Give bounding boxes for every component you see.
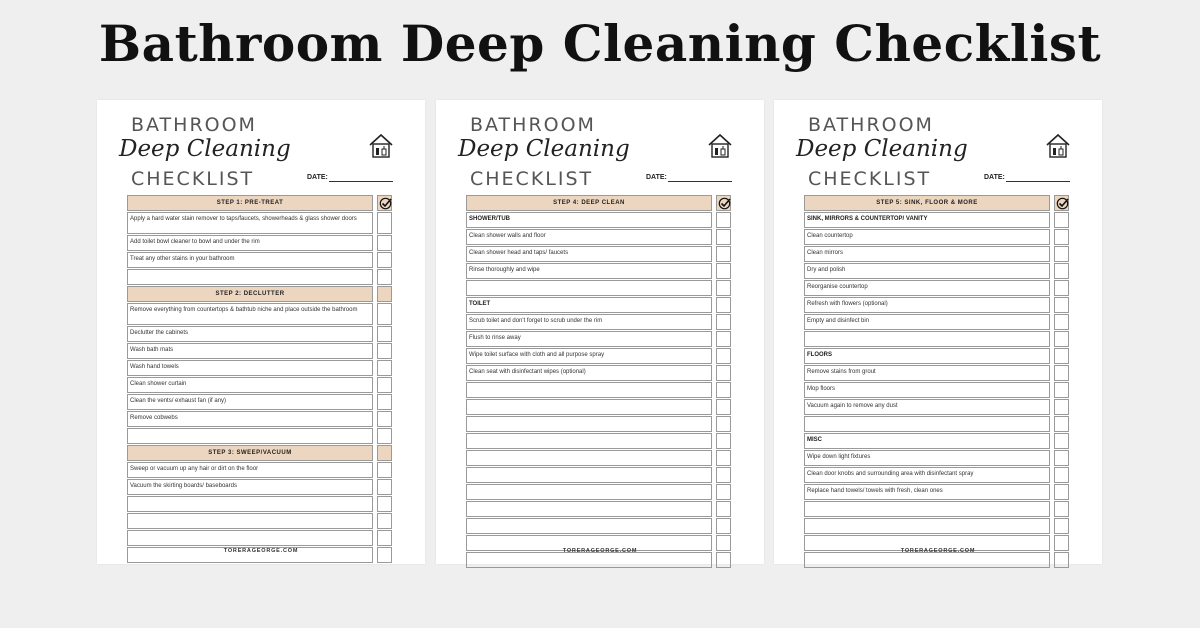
checklist-row <box>804 297 1069 313</box>
checkmark-circle-icon <box>1056 197 1069 210</box>
checklist-row <box>466 314 731 330</box>
step-title: STEP 1: PRE-TREAT <box>127 195 373 211</box>
sheet-header-script: Deep Cleaning <box>796 136 968 162</box>
step-title: STEP 5: SINK, FLOOR & MORE <box>804 195 1050 211</box>
checkbox[interactable] <box>716 433 731 449</box>
checklist-row <box>127 326 392 342</box>
task-text <box>127 269 373 285</box>
date-label: DATE: <box>307 174 328 181</box>
sheet-footer: TORERAGEORGE.COM <box>562 548 638 554</box>
task-text: Clean door knobs and surrounding area with disinfectant spray <box>804 467 1050 483</box>
section-title: MISC <box>804 433 1050 449</box>
checkbox <box>377 195 392 211</box>
checkbox[interactable] <box>1054 484 1069 500</box>
checklist-row <box>127 530 392 546</box>
sheet-header-top: BATHROOM <box>808 114 934 136</box>
checkbox[interactable] <box>716 331 731 347</box>
section-title: FLOORS <box>804 348 1050 364</box>
checkbox[interactable] <box>716 467 731 483</box>
task-text <box>466 518 712 534</box>
step-header-row <box>466 195 731 211</box>
checklist-row <box>466 348 731 364</box>
checklist-row <box>466 280 731 296</box>
checkbox[interactable] <box>377 479 392 495</box>
section-title: TOILET <box>466 297 712 313</box>
checkbox[interactable] <box>1054 246 1069 262</box>
task-text <box>466 399 712 415</box>
sheet-footer: TORERAGEORGE.COM <box>223 548 299 554</box>
task-text <box>127 428 373 444</box>
section-subheader-row <box>804 348 1069 364</box>
task-text <box>466 433 712 449</box>
checklist-row <box>127 269 392 285</box>
step-title: STEP 3: SWEEP/VACUUM <box>127 445 373 461</box>
task-text: Clean shower walls and floor <box>466 229 712 245</box>
task-text: Apply a hard water stain remover to taps/faucets, showerheads & glass shower doors <box>127 212 373 234</box>
checkbox[interactable] <box>716 484 731 500</box>
sheet-header-bottom: CHECKLIST <box>131 168 255 190</box>
task-text <box>804 331 1050 347</box>
checklist-row <box>466 467 731 483</box>
checklist-row <box>804 416 1069 432</box>
step-header-row <box>127 445 392 461</box>
checkbox[interactable] <box>716 518 731 534</box>
house-cleaning-icon <box>367 132 395 160</box>
date-label: DATE: <box>984 174 1005 181</box>
section-subheader-row <box>466 297 731 313</box>
step-header-row <box>127 286 392 302</box>
checklist-row <box>804 365 1069 381</box>
checklist-row <box>466 552 731 568</box>
checklist-row <box>127 303 392 325</box>
checklist-grid <box>804 195 1069 569</box>
task-text: Flush to rinse away <box>466 331 712 347</box>
date-line[interactable] <box>668 181 732 182</box>
task-text <box>804 552 1050 568</box>
checklist-row <box>804 314 1069 330</box>
checklist-row <box>127 428 392 444</box>
checkbox[interactable] <box>1054 365 1069 381</box>
checkbox[interactable] <box>1054 399 1069 415</box>
checkbox[interactable] <box>1054 552 1069 568</box>
checkbox[interactable] <box>377 303 392 325</box>
checklist-row <box>466 229 731 245</box>
checklist-row <box>804 484 1069 500</box>
checklist-row <box>466 365 731 381</box>
checkbox[interactable] <box>377 411 392 427</box>
sheet-header-bottom: CHECKLIST <box>470 168 594 190</box>
checkbox[interactable] <box>1054 467 1069 483</box>
sheet-header-script: Deep Cleaning <box>458 136 630 162</box>
checklist-row <box>127 479 392 495</box>
checklist-grid <box>466 195 731 569</box>
task-text: Wash bath mats <box>127 343 373 359</box>
checkbox[interactable] <box>716 314 731 330</box>
checklist-row <box>127 394 392 410</box>
checklist-row <box>127 235 392 251</box>
checklist-row <box>804 450 1069 466</box>
checklist-sheet <box>774 100 1102 564</box>
checklist-row <box>804 263 1069 279</box>
checklist-row <box>804 246 1069 262</box>
task-text: Wash hand towels <box>127 360 373 376</box>
task-text: Add toilet bowl cleaner to bowl and under the rim <box>127 235 373 251</box>
checklist-row <box>466 433 731 449</box>
checkbox <box>716 195 731 211</box>
checklist-row <box>804 518 1069 534</box>
checkbox[interactable] <box>1054 518 1069 534</box>
checkbox[interactable] <box>1054 229 1069 245</box>
checkbox[interactable] <box>716 280 731 296</box>
checklist-row <box>466 246 731 262</box>
checkbox <box>716 297 731 313</box>
task-text: Clean countertop <box>804 229 1050 245</box>
checklist-row <box>466 331 731 347</box>
checkbox <box>1054 195 1069 211</box>
task-text <box>466 280 712 296</box>
checklist-row <box>466 518 731 534</box>
checkbox[interactable] <box>377 513 392 529</box>
checkmark-circle-icon <box>718 197 731 210</box>
step-header-row <box>804 195 1069 211</box>
task-text: Treat any other stains in your bathroom <box>127 252 373 268</box>
task-text <box>466 484 712 500</box>
checklist-row <box>804 399 1069 415</box>
checkbox[interactable] <box>716 399 731 415</box>
checkmark-circle-icon <box>379 197 392 210</box>
section-subheader-row <box>466 212 731 228</box>
checklist-sheet <box>436 100 764 564</box>
checkbox <box>377 286 392 302</box>
checkbox[interactable] <box>377 212 392 234</box>
checkbox[interactable] <box>1054 263 1069 279</box>
sheet-footer: TORERAGEORGE.COM <box>900 548 976 554</box>
section-subheader-row <box>804 212 1069 228</box>
checklist-row <box>127 252 392 268</box>
checkbox <box>1054 433 1069 449</box>
task-text: Declutter the cabinets <box>127 326 373 342</box>
checklist-row <box>466 416 731 432</box>
checkbox[interactable] <box>1054 331 1069 347</box>
task-text: Vacuum the skirting boards/ baseboards <box>127 479 373 495</box>
checklist-grid <box>127 195 392 564</box>
checkbox <box>377 445 392 461</box>
checkbox[interactable] <box>1054 501 1069 517</box>
checkbox[interactable] <box>377 269 392 285</box>
checkbox[interactable] <box>1054 297 1069 313</box>
task-text <box>466 552 712 568</box>
section-subheader-row <box>804 433 1069 449</box>
checklist-row <box>466 399 731 415</box>
step-title: STEP 2: DECLUTTER <box>127 286 373 302</box>
checkbox[interactable] <box>377 343 392 359</box>
task-text: Wipe down light fixtures <box>804 450 1050 466</box>
checklist-row <box>127 411 392 427</box>
task-text: Refresh with flowers (optional) <box>804 297 1050 313</box>
page-title: Bathroom Deep Cleaning Checklist <box>98 14 1102 73</box>
checklist-row <box>804 552 1069 568</box>
checkbox[interactable] <box>377 530 392 546</box>
checkbox[interactable] <box>377 428 392 444</box>
checkbox <box>1054 348 1069 364</box>
date-line[interactable] <box>329 181 393 182</box>
checkbox[interactable] <box>1054 450 1069 466</box>
task-text: Clean shower head and taps/ faucets <box>466 246 712 262</box>
checkbox[interactable] <box>377 326 392 342</box>
checkbox[interactable] <box>377 360 392 376</box>
task-text <box>466 450 712 466</box>
checkbox <box>716 212 731 228</box>
task-text <box>804 518 1050 534</box>
checklist-row <box>466 484 731 500</box>
task-text: Remove everything from countertops & bathtub niche and place outside the bathroom <box>127 303 373 325</box>
checkbox[interactable] <box>1054 416 1069 432</box>
sheet-header-top: BATHROOM <box>470 114 596 136</box>
task-text <box>127 530 373 546</box>
sheet-header-top: BATHROOM <box>131 114 257 136</box>
checkbox[interactable] <box>716 263 731 279</box>
checklist-row <box>127 360 392 376</box>
checkbox[interactable] <box>716 348 731 364</box>
task-text: Wipe toilet surface with cloth and all purpose spray <box>466 348 712 364</box>
task-text: Clean shower curtain <box>127 377 373 393</box>
checklist-row <box>466 263 731 279</box>
checkbox[interactable] <box>716 246 731 262</box>
task-text: Vacuum again to remove any dust <box>804 399 1050 415</box>
task-text <box>466 416 712 432</box>
checklist-row <box>127 377 392 393</box>
checklist-row <box>466 501 731 517</box>
task-text <box>466 382 712 398</box>
date-line[interactable] <box>1006 181 1070 182</box>
checkbox[interactable] <box>716 450 731 466</box>
checklist-sheet <box>97 100 425 564</box>
checkbox[interactable] <box>716 365 731 381</box>
checklist-row <box>804 382 1069 398</box>
checkbox[interactable] <box>377 394 392 410</box>
task-text: Clean the vents/ exhaust fan (if any) <box>127 394 373 410</box>
checklist-row <box>804 331 1069 347</box>
checklist-row <box>804 280 1069 296</box>
checklist-row <box>804 501 1069 517</box>
checklist-row <box>466 382 731 398</box>
sheet-header-bottom: CHECKLIST <box>808 168 932 190</box>
task-text: Scrub toilet and don't forget to scrub under the rim <box>466 314 712 330</box>
date-label: DATE: <box>646 174 667 181</box>
checkbox[interactable] <box>1054 382 1069 398</box>
task-text <box>804 416 1050 432</box>
checkbox[interactable] <box>716 552 731 568</box>
checkbox[interactable] <box>377 377 392 393</box>
checkbox[interactable] <box>377 252 392 268</box>
task-text: Remove cobwebs <box>127 411 373 427</box>
checkbox[interactable] <box>377 235 392 251</box>
checklist-row <box>127 462 392 478</box>
checklist-row <box>127 496 392 512</box>
task-text <box>127 513 373 529</box>
checkbox[interactable] <box>1054 280 1069 296</box>
task-text <box>804 501 1050 517</box>
house-cleaning-icon <box>706 132 734 160</box>
checkbox[interactable] <box>716 382 731 398</box>
task-text: Mop floors <box>804 382 1050 398</box>
task-text: Replace hand towels/ towels with fresh, clean ones <box>804 484 1050 500</box>
checkbox <box>1054 212 1069 228</box>
section-title: SINK, MIRRORS & COUNTERTOP/ VANITY <box>804 212 1050 228</box>
task-text <box>466 467 712 483</box>
checklist-row <box>127 212 392 234</box>
checklist-row <box>466 450 731 466</box>
task-text: Rinse thoroughly and wipe <box>466 263 712 279</box>
task-text: Clean mirrors <box>804 246 1050 262</box>
checklist-row <box>804 229 1069 245</box>
task-text <box>127 496 373 512</box>
checklist-row <box>127 513 392 529</box>
task-text: Remove stains from grout <box>804 365 1050 381</box>
checkbox[interactable] <box>716 229 731 245</box>
checkbox[interactable] <box>716 416 731 432</box>
checkbox[interactable] <box>716 501 731 517</box>
house-cleaning-icon <box>1044 132 1072 160</box>
task-text: Reorganise countertop <box>804 280 1050 296</box>
checkbox[interactable] <box>377 462 392 478</box>
task-text: Dry and polish <box>804 263 1050 279</box>
task-text <box>466 501 712 517</box>
checklist-row <box>127 343 392 359</box>
sheet-header-script: Deep Cleaning <box>119 136 291 162</box>
checklist-row <box>804 467 1069 483</box>
task-text: Sweep or vacuum up any hair or dirt on the floor <box>127 462 373 478</box>
task-text: Clean seat with disinfectant wipes (optional) <box>466 365 712 381</box>
step-header-row <box>127 195 392 211</box>
task-text: Empty and disinfect bin <box>804 314 1050 330</box>
checkbox[interactable] <box>377 496 392 512</box>
section-title: SHOWER/TUB <box>466 212 712 228</box>
step-title: STEP 4: DEEP CLEAN <box>466 195 712 211</box>
checkbox[interactable] <box>1054 314 1069 330</box>
